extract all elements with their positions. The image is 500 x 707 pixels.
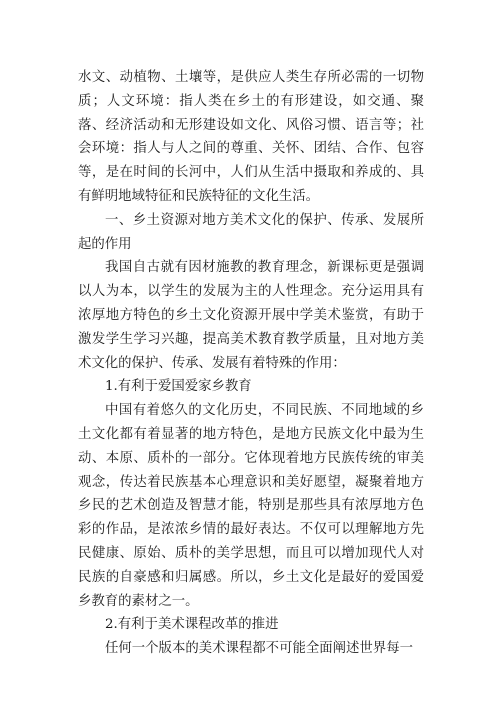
paragraph-cultural-history: 中国有着悠久的文化历史，不同民族、不同地域的乡土文化都有着显著的地方特色，是地方民族文化中最为生动、本原、质朴的一部分。它体现着地方民族传统的审美观念，传达着民族基本心理意识和美好愿望，凝聚着地方乡民的艺术创造及智慧才能，特别是那些具有浓厚地方色彩的作品，是浓浓乡情的最好表达。不仅可以理解地方先民健康、原始、质朴的美学思想，而且可以增加现代人对民族的自豪感和归属感。所以，乡土文化是最好的爱国爱乡教育的素材之一。 <box>78 403 424 609</box>
paragraph-environment-definitions: 水文、动植物、土壤等，是供应人类生存所必需的一切物质；人文环境：指人类在乡土的有形建设，如交通、聚落、经济活动和无形建设如文化、风俗习惯、语言等；社会环境：指人与人之间的尊重、关怀、团结、合作、包容等，是在时间的长河中，人们从生活中摄取和养成的、具有鲜明地域特征和民族特征的文化生活。 <box>78 70 424 204</box>
paragraph-teaching-philosophy: 我国自古就有因材施教的教育理念，新课标更是强调以人为本，以学生的发展为主的人性理念。充分运用具有浓厚地方特色的乡土文化资源开展中学美术鉴赏，有助于激发学生学习兴趣，提高美术教育教学质量，且对地方美术文化的保护、传承、发展有着特殊的作用： <box>78 260 424 371</box>
section-heading-rural-resources: 一、乡土资源对地方美术文化的保护、传承、发展所起的作用 <box>78 212 424 252</box>
paragraph-curriculum-versions: 任何一个版本的美术课程都不可能全面阐述世界每一 <box>105 641 413 657</box>
subheading-curriculum-reform: 2.有利于美术课程改革的推进 <box>105 617 279 633</box>
document-body <box>78 66 424 661</box>
subheading-patriotic-education: 1.有利于爱国爱家乡教育 <box>105 379 252 395</box>
